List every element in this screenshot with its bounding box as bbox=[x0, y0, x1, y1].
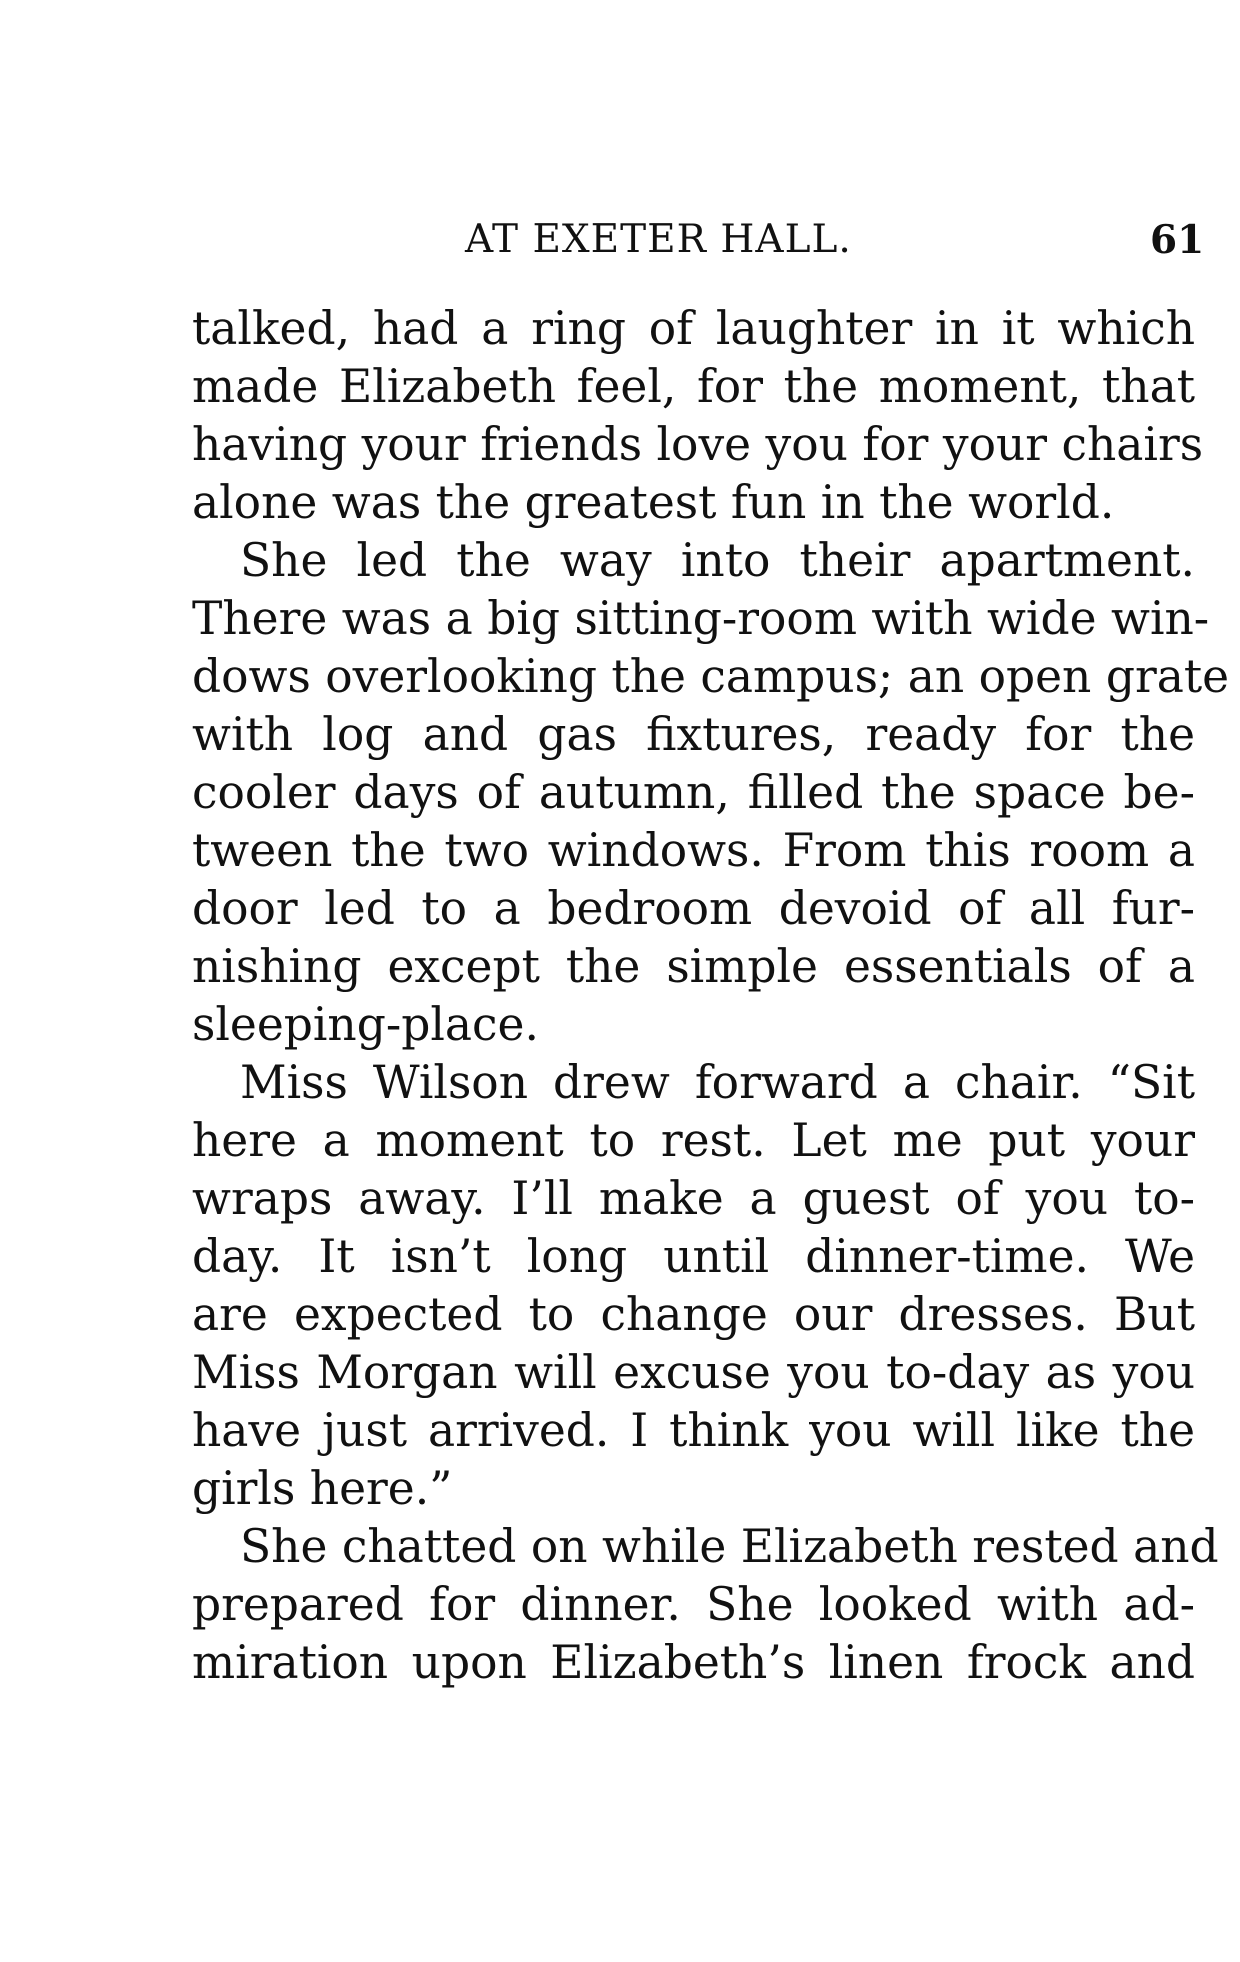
text-line: tween the two windows. From this room a bbox=[192, 824, 1195, 877]
text-line: talked, had a ring of laughter in it which bbox=[192, 302, 1195, 355]
text-line: Miss Wilson drew forward a chair. “Sit bbox=[240, 1056, 1195, 1109]
text-line: There was a big sitting-room with wide win- bbox=[192, 592, 1210, 645]
body-text bbox=[192, 300, 1230, 1692]
text-line: sleeping-place. bbox=[192, 998, 539, 1051]
text-line: Miss Morgan will excuse you to-day as you bbox=[192, 1346, 1195, 1399]
text-line: prepared for dinner. She looked with ad- bbox=[192, 1578, 1195, 1631]
text-line: cooler days of autumn, filled the space be- bbox=[192, 766, 1195, 819]
page-number: 61 bbox=[1150, 217, 1205, 263]
paragraph-2 bbox=[192, 532, 1230, 1054]
paragraph-1 bbox=[192, 300, 1204, 532]
text-line: nishing except the simple essentials of a bbox=[192, 940, 1195, 993]
text-line: She chatted on while Elizabeth rested and bbox=[240, 1520, 1219, 1573]
text-line: here a moment to rest. Let me put your bbox=[192, 1114, 1195, 1167]
text-line: wraps away. I’ll make a guest of you to- bbox=[192, 1172, 1195, 1225]
text-line: dows overlooking the campus; an open grate bbox=[192, 650, 1230, 703]
text-line: miration upon Elizabeth’s linen frock and bbox=[192, 1636, 1195, 1689]
paragraph-3 bbox=[192, 1054, 1195, 1518]
text-line: with log and gas fixtures, ready for the bbox=[192, 708, 1195, 761]
text-line: alone was the greatest fun in the world. bbox=[192, 476, 1115, 529]
text-line: She led the way into their apartment. bbox=[240, 534, 1195, 587]
text-line: are expected to change our dresses. But bbox=[192, 1288, 1195, 1341]
paragraph-4 bbox=[192, 1518, 1219, 1692]
text-line: made Elizabeth feel, for the moment, that bbox=[192, 360, 1195, 413]
text-line: day. It isn’t long until dinner-time. We bbox=[192, 1230, 1195, 1283]
running-title: AT EXETER HALL. bbox=[465, 217, 852, 262]
text-line: having your friends love you for your chairs bbox=[192, 418, 1204, 471]
text-line: girls here.” bbox=[192, 1462, 453, 1515]
text-line: door led to a bedroom devoid of all fur- bbox=[192, 882, 1195, 935]
text-line: have just arrived. I think you will like the bbox=[192, 1404, 1195, 1457]
running-head bbox=[0, 210, 1240, 270]
